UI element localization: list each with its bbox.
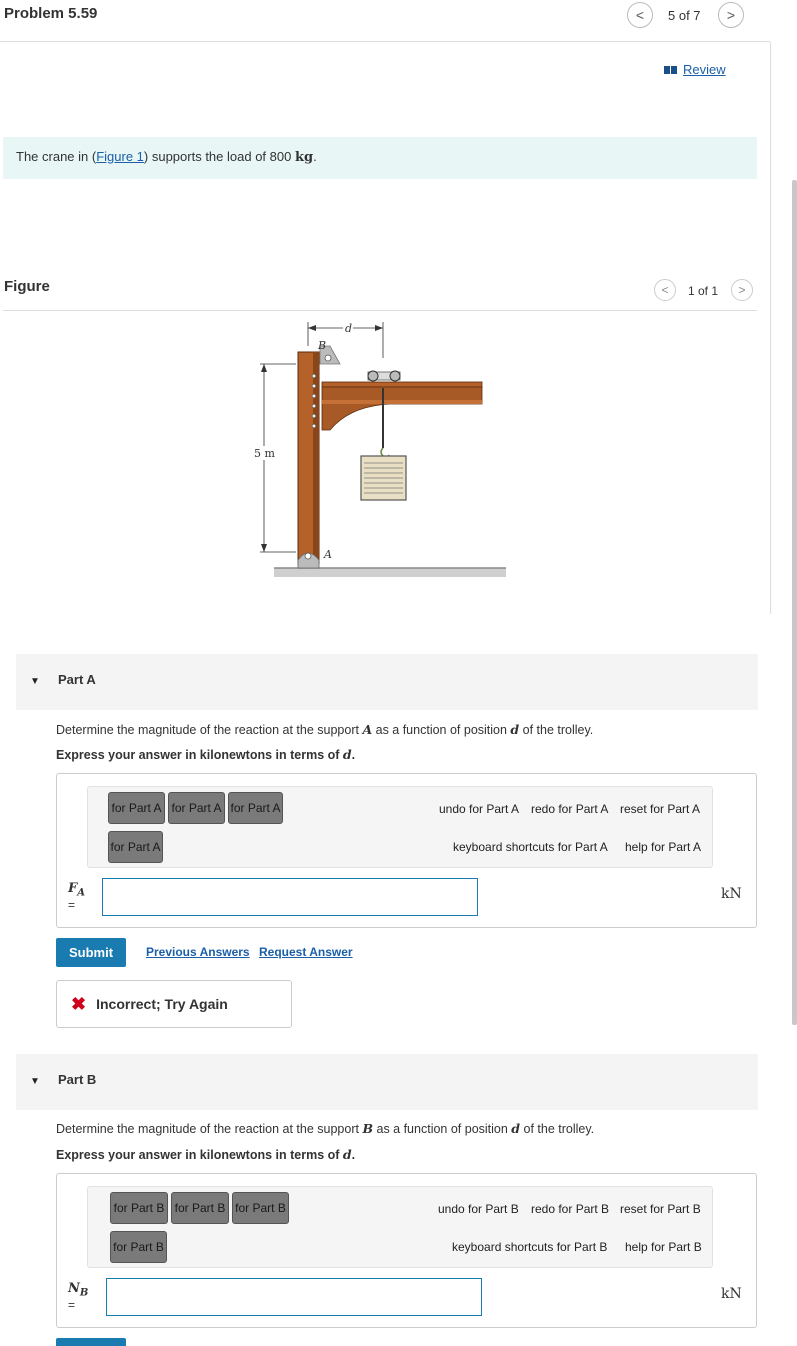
qb-instr-1: Express your answer in kilonewtons in terms of bbox=[56, 1148, 343, 1162]
next-problem-button[interactable] bbox=[718, 2, 744, 28]
undo-button[interactable]: undo for Part A bbox=[439, 802, 520, 816]
qa-instr-2: . bbox=[351, 748, 356, 762]
figure-heading: Figure bbox=[4, 278, 50, 295]
d-label: d bbox=[345, 322, 353, 335]
part-b-header[interactable] bbox=[16, 1054, 758, 1110]
problem-position: 5 of 7 bbox=[668, 8, 701, 23]
problem-unit: kg bbox=[294, 150, 314, 165]
chevron-left-icon: < bbox=[661, 283, 669, 297]
nb-equals: = bbox=[68, 1298, 76, 1312]
submit-button[interactable]: Submit bbox=[56, 938, 126, 967]
chevron-right-icon: > bbox=[726, 7, 736, 23]
part-a-header[interactable] bbox=[16, 654, 758, 710]
qb-text-3: of the trolley. bbox=[520, 1122, 595, 1136]
help-button[interactable]: help for Part B bbox=[625, 1240, 702, 1254]
part-a-label: Part A bbox=[58, 672, 96, 687]
greek-button[interactable]: for Part B bbox=[110, 1231, 167, 1263]
part-b-answer-input[interactable] bbox=[106, 1278, 482, 1316]
review-label: Review bbox=[683, 62, 726, 77]
undo-button[interactable]: undo for Part B bbox=[438, 1202, 519, 1216]
problem-statement bbox=[3, 137, 757, 179]
height-label: 5 m bbox=[254, 447, 275, 460]
qa-text-3: of the trolley. bbox=[519, 723, 594, 737]
label-b: B bbox=[318, 339, 327, 352]
figure-prev-button[interactable] bbox=[654, 279, 676, 301]
reset-button[interactable]: reset for Part A bbox=[620, 802, 701, 816]
qb-var: B bbox=[362, 1121, 374, 1136]
part-b-label: Part B bbox=[58, 1072, 97, 1087]
problem-end: . bbox=[313, 149, 317, 164]
part-b-instruction bbox=[56, 1147, 355, 1162]
part-a-unit: kN bbox=[721, 886, 742, 902]
figure-next-button[interactable] bbox=[731, 279, 753, 301]
label-a: A bbox=[324, 548, 332, 561]
qb-text-2: as a function of position bbox=[373, 1122, 512, 1136]
panel-divider bbox=[770, 42, 771, 614]
prev-problem-button[interactable] bbox=[627, 2, 653, 28]
part-a-toolbar bbox=[87, 786, 713, 868]
qa-var2: d bbox=[510, 722, 520, 737]
vector-button[interactable]: for Part B bbox=[171, 1192, 229, 1224]
greek-button[interactable]: for Part A bbox=[108, 831, 163, 863]
crane-beam bbox=[322, 382, 482, 387]
book-icon bbox=[664, 65, 678, 75]
symbols-button[interactable]: for Part A bbox=[228, 792, 283, 824]
fa-var: F bbox=[68, 881, 78, 896]
problem-text-2: ) supports the load of 800 bbox=[143, 149, 295, 164]
request-answer-link[interactable]: Request Answer bbox=[259, 945, 353, 959]
qb-instr-2: . bbox=[351, 1148, 356, 1162]
previous-answers-link[interactable]: Previous Answers bbox=[146, 945, 250, 959]
reset-button[interactable]: reset for Part B bbox=[620, 1202, 701, 1216]
qa-instr-var: d bbox=[342, 747, 352, 762]
vector-button[interactable]: for Part A bbox=[168, 792, 225, 824]
part-b-unit: kN bbox=[721, 1286, 742, 1302]
qb-text-1: Determine the magnitude of the reaction at the support bbox=[56, 1122, 363, 1136]
page-title: Problem 5.59 bbox=[4, 5, 98, 22]
part-a-question bbox=[56, 722, 593, 737]
qa-text-2: as a function of position bbox=[372, 723, 511, 737]
fa-label bbox=[68, 881, 85, 899]
collapse-triangle-icon: ▼ bbox=[30, 676, 40, 687]
redo-button[interactable]: redo for Part B bbox=[531, 1202, 610, 1216]
collapse-triangle-icon: ▼ bbox=[30, 1076, 40, 1087]
chevron-right-icon: > bbox=[738, 283, 746, 297]
x-mark-icon: ✖ bbox=[71, 993, 87, 1014]
figure-divider bbox=[3, 310, 757, 311]
keyboard-shortcuts-button[interactable]: keyboard shortcuts for Part A bbox=[453, 840, 608, 854]
header-divider bbox=[0, 41, 770, 42]
part-b-toolbar bbox=[87, 1186, 713, 1268]
fa-equals: = bbox=[68, 898, 76, 912]
ground bbox=[274, 568, 506, 577]
part-a-instruction bbox=[56, 747, 355, 762]
keyboard-shortcuts-button[interactable]: keyboard shortcuts for Part B bbox=[452, 1240, 608, 1254]
figure-link[interactable]: Figure 1 bbox=[96, 149, 144, 164]
crane-figure bbox=[250, 318, 520, 588]
nb-label bbox=[68, 1281, 88, 1299]
templates-button[interactable]: for Part A bbox=[108, 792, 165, 824]
qb-var2: d bbox=[511, 1121, 521, 1136]
feedback-text: Incorrect; Try Again bbox=[96, 996, 228, 1012]
fa-sub: A bbox=[77, 887, 85, 899]
qa-var: A bbox=[362, 722, 373, 737]
nb-sub: B bbox=[79, 1287, 89, 1299]
part-b-submit-button[interactable] bbox=[56, 1338, 126, 1346]
symbols-button[interactable]: for Part B bbox=[232, 1192, 289, 1224]
part-b-question bbox=[56, 1121, 594, 1136]
help-button[interactable]: help for Part A bbox=[625, 840, 702, 854]
review-link[interactable] bbox=[664, 62, 726, 77]
figure-position: 1 of 1 bbox=[688, 284, 719, 298]
chevron-left-icon: < bbox=[635, 7, 645, 23]
templates-button[interactable]: for Part B bbox=[110, 1192, 168, 1224]
part-a-answer-input[interactable] bbox=[102, 878, 478, 916]
problem-text-1: The crane in ( bbox=[16, 149, 97, 164]
qa-instr-1: Express your answer in kilonewtons in terms of bbox=[56, 748, 343, 762]
scrollbar-thumb[interactable] bbox=[792, 180, 797, 1025]
redo-button[interactable]: redo for Part A bbox=[531, 802, 609, 816]
nb-var: N bbox=[68, 1281, 80, 1296]
qa-text-1: Determine the magnitude of the reaction at the support bbox=[56, 723, 363, 737]
feedback-incorrect bbox=[56, 980, 292, 1028]
qb-instr-var: d bbox=[342, 1147, 352, 1162]
